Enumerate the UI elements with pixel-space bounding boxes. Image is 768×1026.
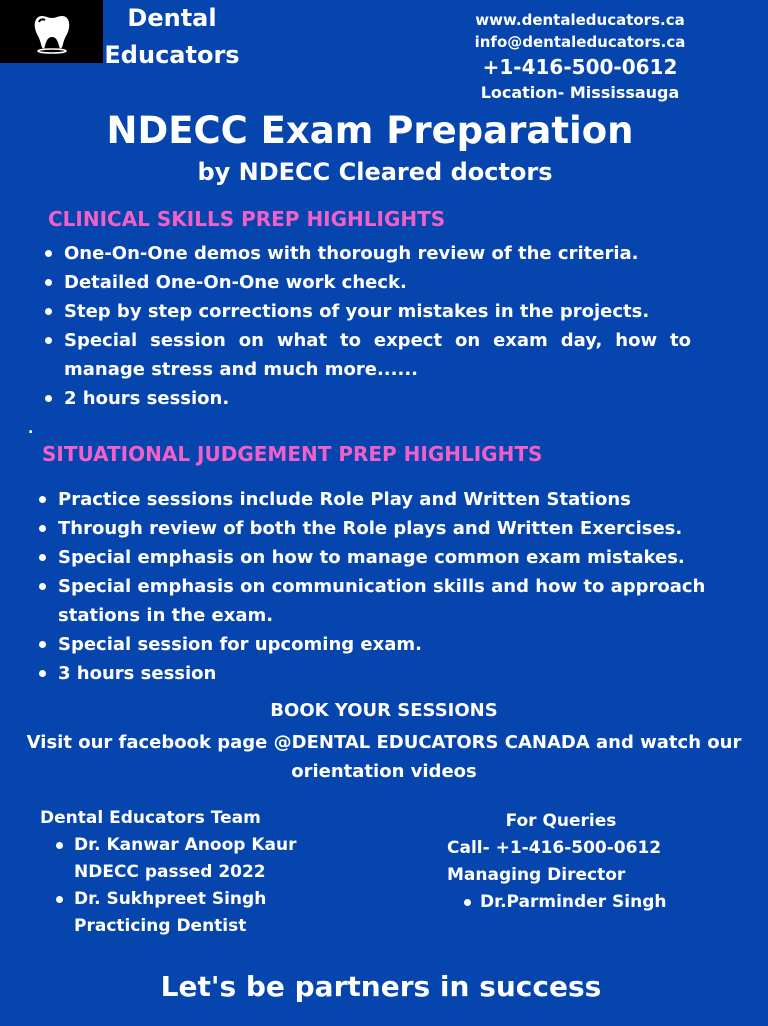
tooth-icon xyxy=(30,10,74,54)
list-item: Special emphasis on communication skills and how to approach stations in the exam. xyxy=(39,572,739,630)
queries-title: For Queries xyxy=(505,811,617,831)
queries-role: Managing Director xyxy=(447,865,626,885)
tagline: Let's be partners in success xyxy=(160,970,602,1003)
list-item: Special session on what to expect on exam day, how to manage stress and much more...... xyxy=(45,326,691,384)
team-member xyxy=(56,832,376,886)
facebook-line-2: orientation videos xyxy=(291,761,477,782)
page-title: NDECC Exam Preparation xyxy=(106,109,634,152)
list-item: 2 hours session. xyxy=(45,384,691,413)
website-link[interactable]: www.dentaleducators.ca xyxy=(475,11,685,29)
separator-dot: . xyxy=(28,421,34,437)
situational-list xyxy=(39,485,739,688)
team-list xyxy=(56,832,376,940)
member-note: NDECC passed 2022 xyxy=(74,862,266,882)
book-heading: BOOK YOUR SESSIONS xyxy=(270,700,498,721)
list-item: Through review of both the Role plays and Written Exercises. xyxy=(39,514,739,543)
clinical-list xyxy=(45,239,691,413)
brand-line-1: Dental xyxy=(127,4,217,32)
list-item: Special emphasis on how to manage common exam mistakes. xyxy=(39,543,739,572)
list-item: Practice sessions include Role Play and Written Stations xyxy=(39,485,739,514)
member-name: Dr. Kanwar Anoop Kaur xyxy=(74,835,297,855)
queries-phone[interactable]: Call- +1-416-500-0612 xyxy=(447,838,662,858)
brand-line-2: Educators xyxy=(104,41,240,69)
list-item: Special session for upcoming exam. xyxy=(39,630,739,659)
list-item: Detailed One-On-One work check. xyxy=(45,268,691,297)
logo xyxy=(0,0,103,63)
email-link[interactable]: info@dentaleducators.ca xyxy=(474,33,686,51)
queries-block xyxy=(447,808,687,916)
member-name: Dr. Sukhpreet Singh xyxy=(74,889,267,909)
contact-block xyxy=(450,9,710,105)
list-item: Step by step corrections of your mistakes in the projects. xyxy=(45,297,691,326)
list-item: One-On-One demos with thorough review of the criteria. xyxy=(45,239,691,268)
queries-director: Dr.Parminder Singh xyxy=(447,889,687,916)
clinical-heading: CLINICAL SKILLS PREP HIGHLIGHTS xyxy=(48,207,446,231)
page-subtitle: by NDECC Cleared doctors xyxy=(197,158,553,186)
team-title: Dental Educators Team xyxy=(40,808,261,828)
facebook-line[interactable]: Visit our facebook page @DENTAL EDUCATORS CANADA and watch our xyxy=(26,732,742,753)
member-note: Practicing Dentist xyxy=(74,916,247,936)
location-text: Location- Mississauga xyxy=(480,83,680,102)
list-item: 3 hours session xyxy=(39,659,739,688)
phone-number[interactable]: +1-416-500-0612 xyxy=(482,55,678,79)
situational-heading: SITUATIONAL JUDGEMENT PREP HIGHLIGHTS xyxy=(42,442,543,466)
brand-name xyxy=(104,0,240,74)
team-member xyxy=(56,886,376,940)
